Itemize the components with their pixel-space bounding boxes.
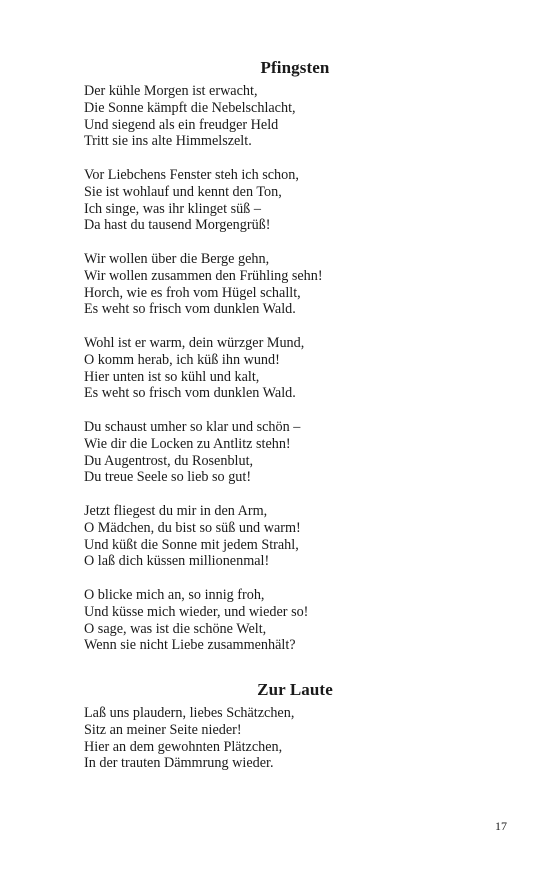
verse-line: O komm herab, ich küß ihn wund! [84,351,280,368]
verse-line: Du treue Seele so lieb so gut! [84,469,252,486]
verse-line: Sie ist wohlauf und kennt den Ton, [84,183,282,200]
stanza [84,419,504,486]
verse-line: Es weht so frisch vom dunklen Wald. [84,301,296,318]
poem-title-zur-laute: Zur Laute [257,680,333,699]
verse-line: Da hast du tausend Morgengrüß! [84,217,271,234]
poem-zur-laute [84,705,504,789]
stanza [84,251,504,318]
stanza [84,83,504,150]
verse-line: Horch, wie es froh vom Hügel schallt, [84,284,301,301]
verse-line: Tritt sie ins alte Himmelszelt. [84,133,252,150]
stanza [84,167,504,234]
verse-line: Und küßt die Sonne mit jedem Strahl, [84,536,299,553]
verse-line: Es weht so frisch vom dunklen Wald. [84,385,296,402]
verse-line: Der kühle Morgen ist erwacht, [84,83,258,99]
stanza [84,587,504,654]
verse-line: O blicke mich an, so innig froh, [84,586,265,603]
verse-line: Und siegend als ein freudger Held [84,116,279,133]
verse-line: Du Augentrost, du Rosenblut, [84,452,254,469]
verse-line: Laß uns plaudern, liebes Schätzchen, [84,705,295,721]
verse-line: Sitz an meiner Seite nieder! [84,721,242,738]
poem-pfingsten [84,83,504,671]
stanza [84,503,504,570]
verse-line: Du schaust umher so klar und schön – [84,418,301,435]
poem-title-pfingsten: Pfingsten [260,58,330,77]
verse-line: Die Sonne kämpft die Nebelschlacht, [84,99,296,116]
verse-line: Wenn sie nicht Liebe zusammenhält? [84,637,296,654]
verse-line: Jetzt fliegest du mir in den Arm, [84,502,268,519]
verse-line: O sage, was ist die schöne Welt, [84,620,267,637]
verse-line: Wir wollen über die Berge gehn, [84,250,270,267]
verse-line: Ich singe, was ihr klinget süß – [84,200,261,217]
verse-line: O Mädchen, du bist so süß und warm! [84,519,301,536]
verse-line: Hier unten ist so kühl und kalt, [84,368,260,385]
verse-line: Und küsse mich wieder, und wieder so! [84,603,309,620]
verse-line: Wohl ist er warm, dein würzger Mund, [84,334,305,351]
verse-line: Wir wollen zusammen den Frühling sehn! [84,267,323,284]
verse-line: In der trauten Dämmrung wieder. [84,755,274,772]
stanza [84,705,504,772]
stanza [84,335,504,402]
verse-line: Vor Liebchens Fenster steh ich schon, [84,166,299,183]
verse-line: O laß dich küssen millionenmal! [84,553,270,570]
verse-line: Hier an dem gewohnten Plätzchen, [84,738,283,755]
page-number: 17 [495,819,507,833]
verse-line: Wie dir die Locken zu Antlitz stehn! [84,435,291,452]
